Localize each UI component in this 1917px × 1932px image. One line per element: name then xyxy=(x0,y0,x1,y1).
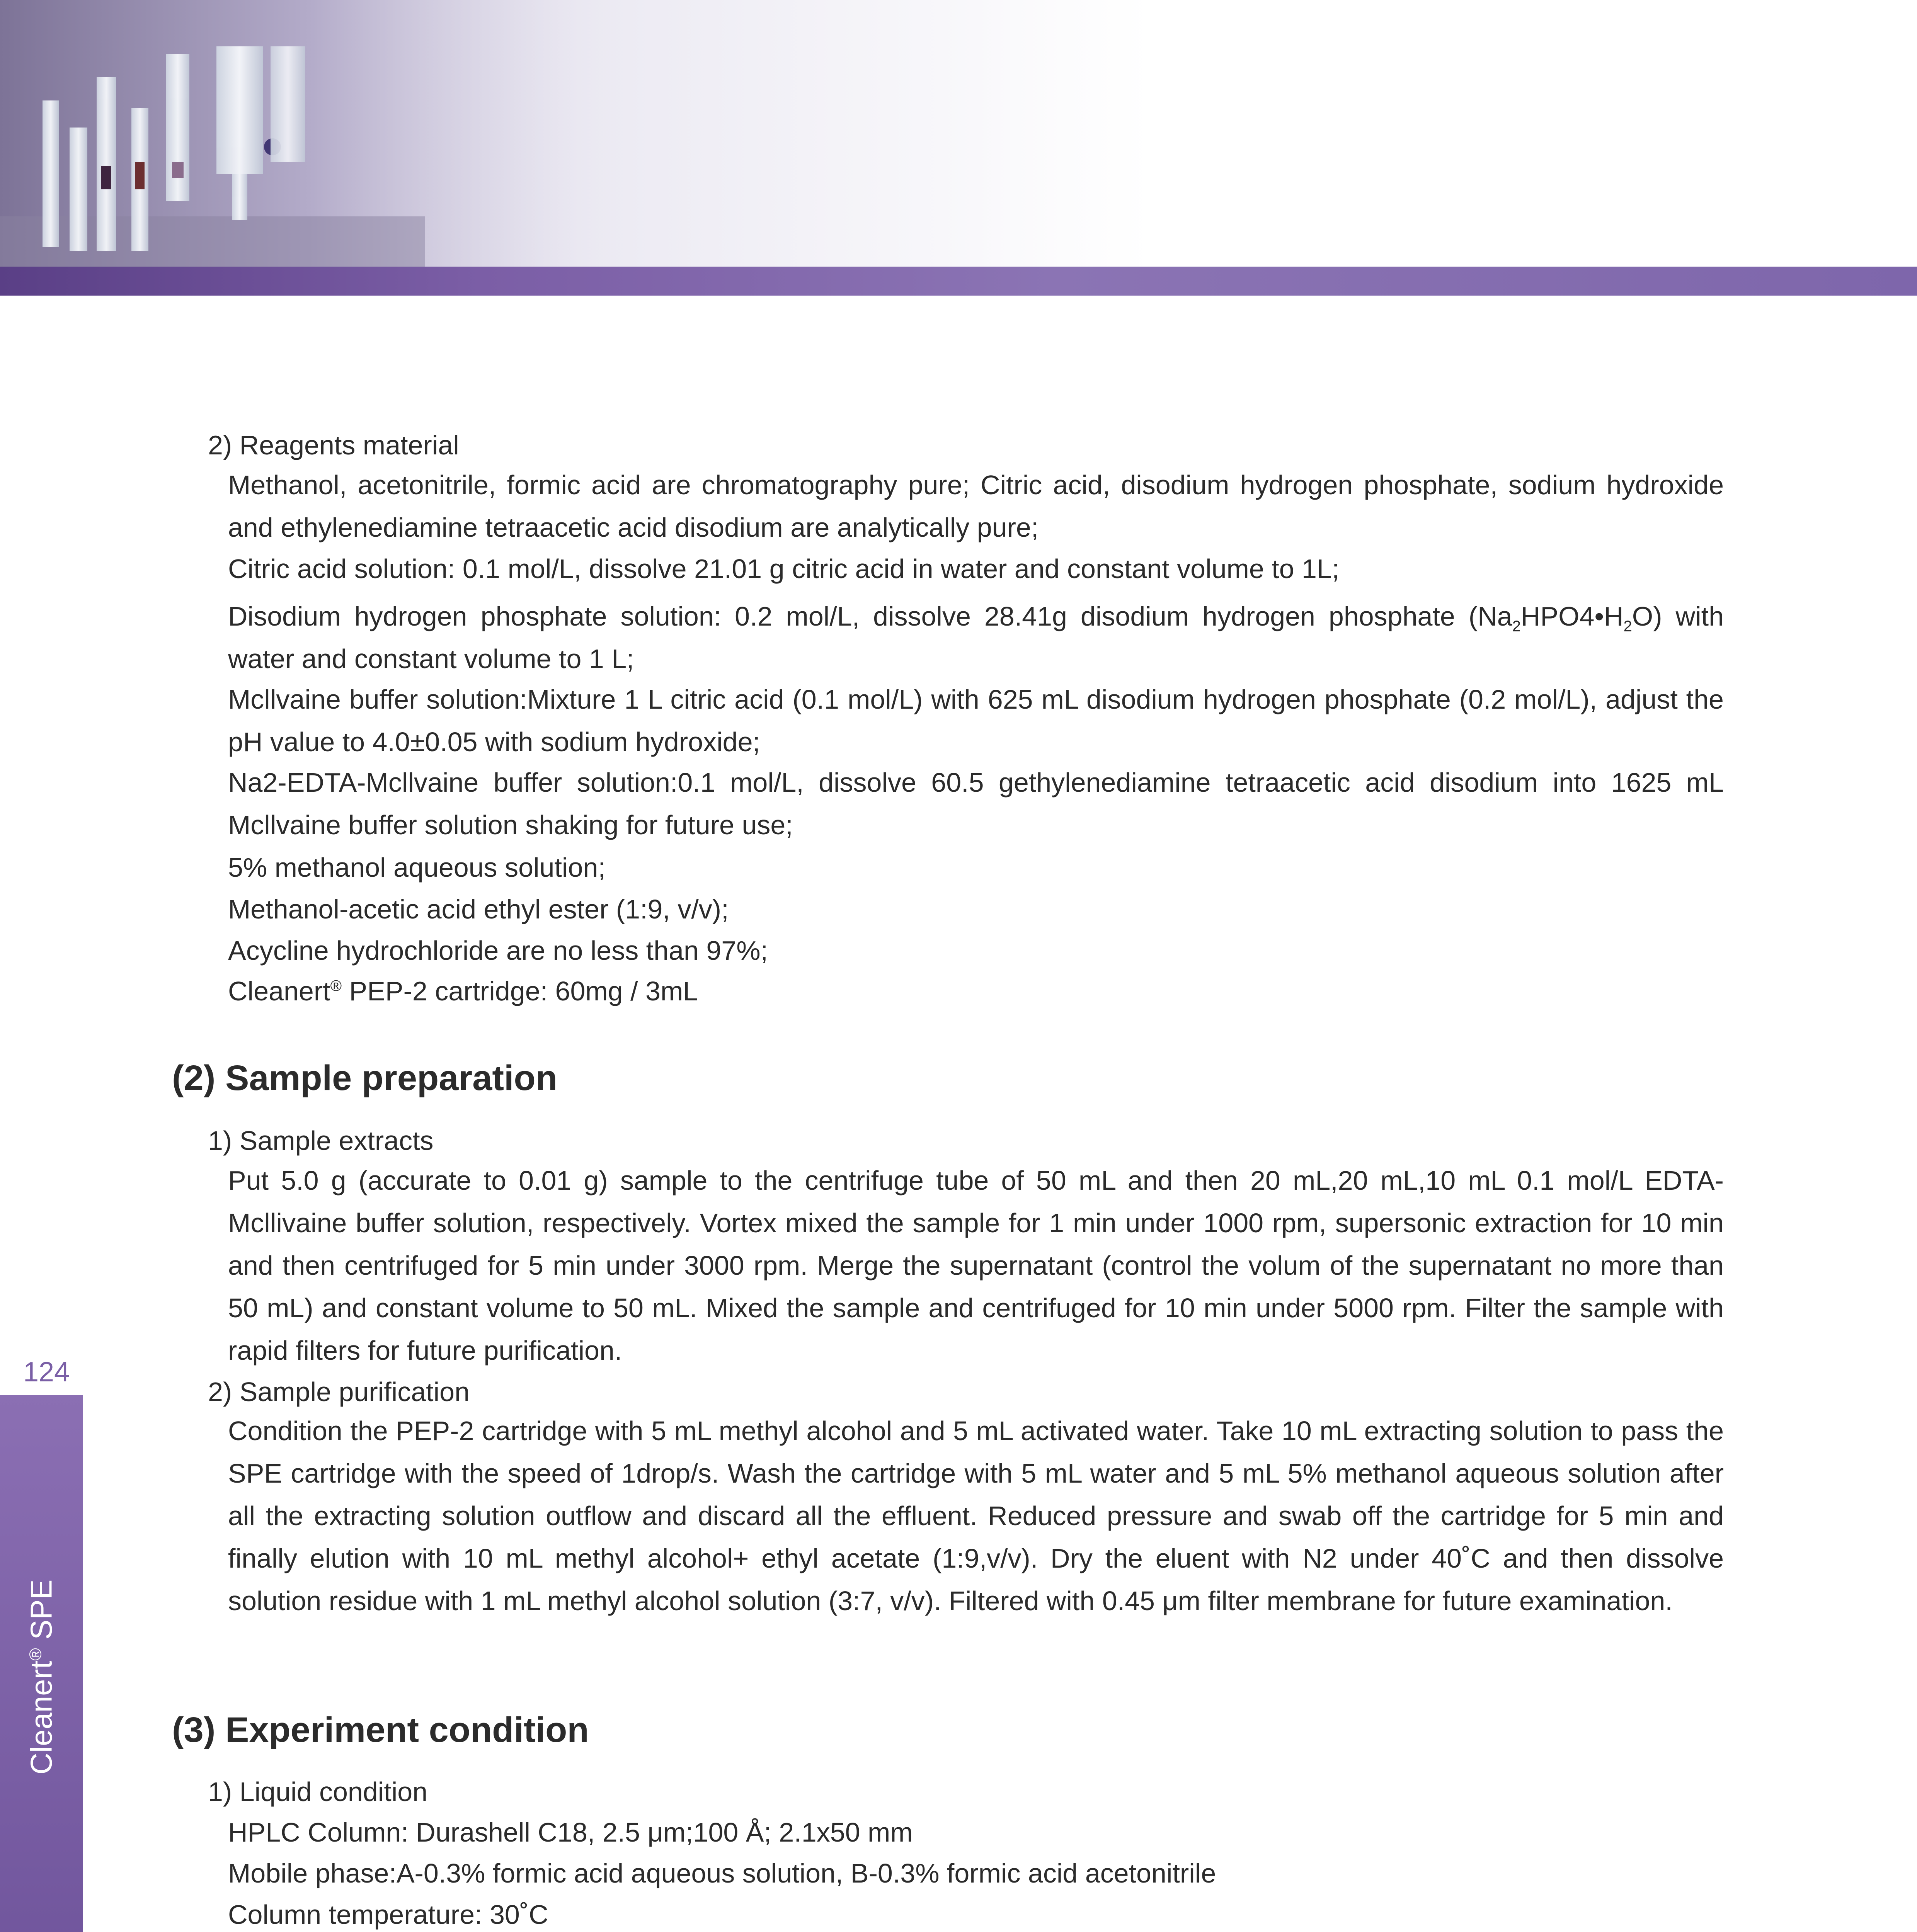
reagents-heading: 2) Reagents material xyxy=(208,430,459,460)
reagents-line-2: Citric acid solution: 0.1 mol/L, dissolve 21.01 g citric acid in water and constant volume to 1L; xyxy=(228,554,1340,584)
hplc-column: HPLC Column: Durashell C18, 2.5 μm;100 Å; 2.1x50 mm xyxy=(228,1817,913,1847)
brand-name: Cleanert xyxy=(24,1660,58,1775)
header-accent-bar xyxy=(0,267,1917,296)
reagents-line-6: 5% methanol aqueous solution; xyxy=(228,852,606,883)
registered-mark: ® xyxy=(26,1648,45,1661)
side-section-tab xyxy=(0,1395,83,1932)
experiment-condition-heading: (3) Experiment condition xyxy=(172,1710,589,1750)
page-number: 124 xyxy=(23,1357,70,1388)
sample-extracts-heading: 1) Sample extracts xyxy=(208,1126,434,1156)
reagents-line-3: Disodium hydrogen phosphate solution: 0.2 mol/L, dissolve 28.41g disodium hydrogen phosphate $(Na_2HPO4•H_2O)$ with water and constant volume to 1 L; xyxy=(228,601,1724,674)
side-tab-label xyxy=(24,1580,59,1775)
liquid-condition-heading: 1) Liquid condition xyxy=(208,1777,428,1807)
reagents-line-1: Methanol, acetonitrile, formic acid are chromatography pure; Citric acid, disodium hydrogen phosphate, sodium hydroxide and ethylenediamine tetraacetic acid disodium are analytically pure; xyxy=(228,470,1724,543)
reagents-line-9: Cleanert® PEP-2 cartridge: 60mg / 3mL xyxy=(228,976,698,1006)
reagents-line-8: Acycline hydrochloride are no less than 97%; xyxy=(228,935,768,966)
reagents-line-7: Methanol-acetic acid ethyl ester (1:9, v/v); xyxy=(228,894,729,924)
reagents-line-5: Na2-EDTA-Mcllvaine buffer solution:0.1 mol/L, dissolve 60.5 gethylenediamine tetraacetic acid disodium into 1625 mL Mcllvaine buffer solution shaking for future use; xyxy=(228,767,1724,840)
sample-purification-text: Condition the PEP-2 cartridge with 5 mL methyl alcohol and 5 mL activated water. Take 10 mL extracting solution to pass the SPE cartridge with the speed of 1drop/s. Wash the cartridge with 5 mL water and 5 mL 5% methanol aqueous solution after all the extracting solution outflow and discard all the effluent. Reduced pressure and swab off the cartridge for 5 min and finally elution with 10 mL methyl alcohol+ ethyl acetate (1:9,v/v). Dry the eluent with N2 under 40˚C and then dissolve solution residue with 1 mL methyl alcohol solution (3:7, v/v). Filtered with 0.45 μm filter membrane for future examination. xyxy=(228,1416,1724,1616)
header-banner xyxy=(0,0,1917,296)
sample-extracts-text: Put 5.0 g (accurate to 0.01 g) sample to the centrifuge tube of 50 mL and then 20 mL,20 mL,10 mL 0.1 mol/L EDTA-Mcllivaine buffer solution, respectively. Vortex mixed the sample for 1 min under 1000 rpm, supersonic extraction for 10 min and then centrifuged for 5 min under 3000 rpm. Merge the supernatant (control the volum of the supernatant no more than 50 mL) and constant volume to 50 mL. Mixed the sample and centrifuged for 10 min under 5000 rpm. Filter the sample with rapid filters for future purification. xyxy=(228,1165,1724,1366)
spe-cartridges-photo xyxy=(0,0,618,270)
column-temperature: Column temperature: 30˚C xyxy=(228,1900,548,1930)
sample-purification-heading: 2) Sample purification xyxy=(208,1377,470,1407)
reagents-line-4: Mcllvaine buffer solution:Mixture 1 L citric acid (0.1 mol/L) with 625 mL disodium hydrogen phosphate (0.2 mol/L), adjust the pH value to 4.0±0.05 with sodium hydroxide; xyxy=(228,684,1724,757)
product-name: SPE xyxy=(24,1579,58,1648)
mobile-phase: Mobile phase:A-0.3% formic acid aqueous solution, B-0.3% formic acid acetonitrile xyxy=(228,1858,1216,1888)
sample-preparation-heading: (2) Sample preparation xyxy=(172,1058,557,1098)
